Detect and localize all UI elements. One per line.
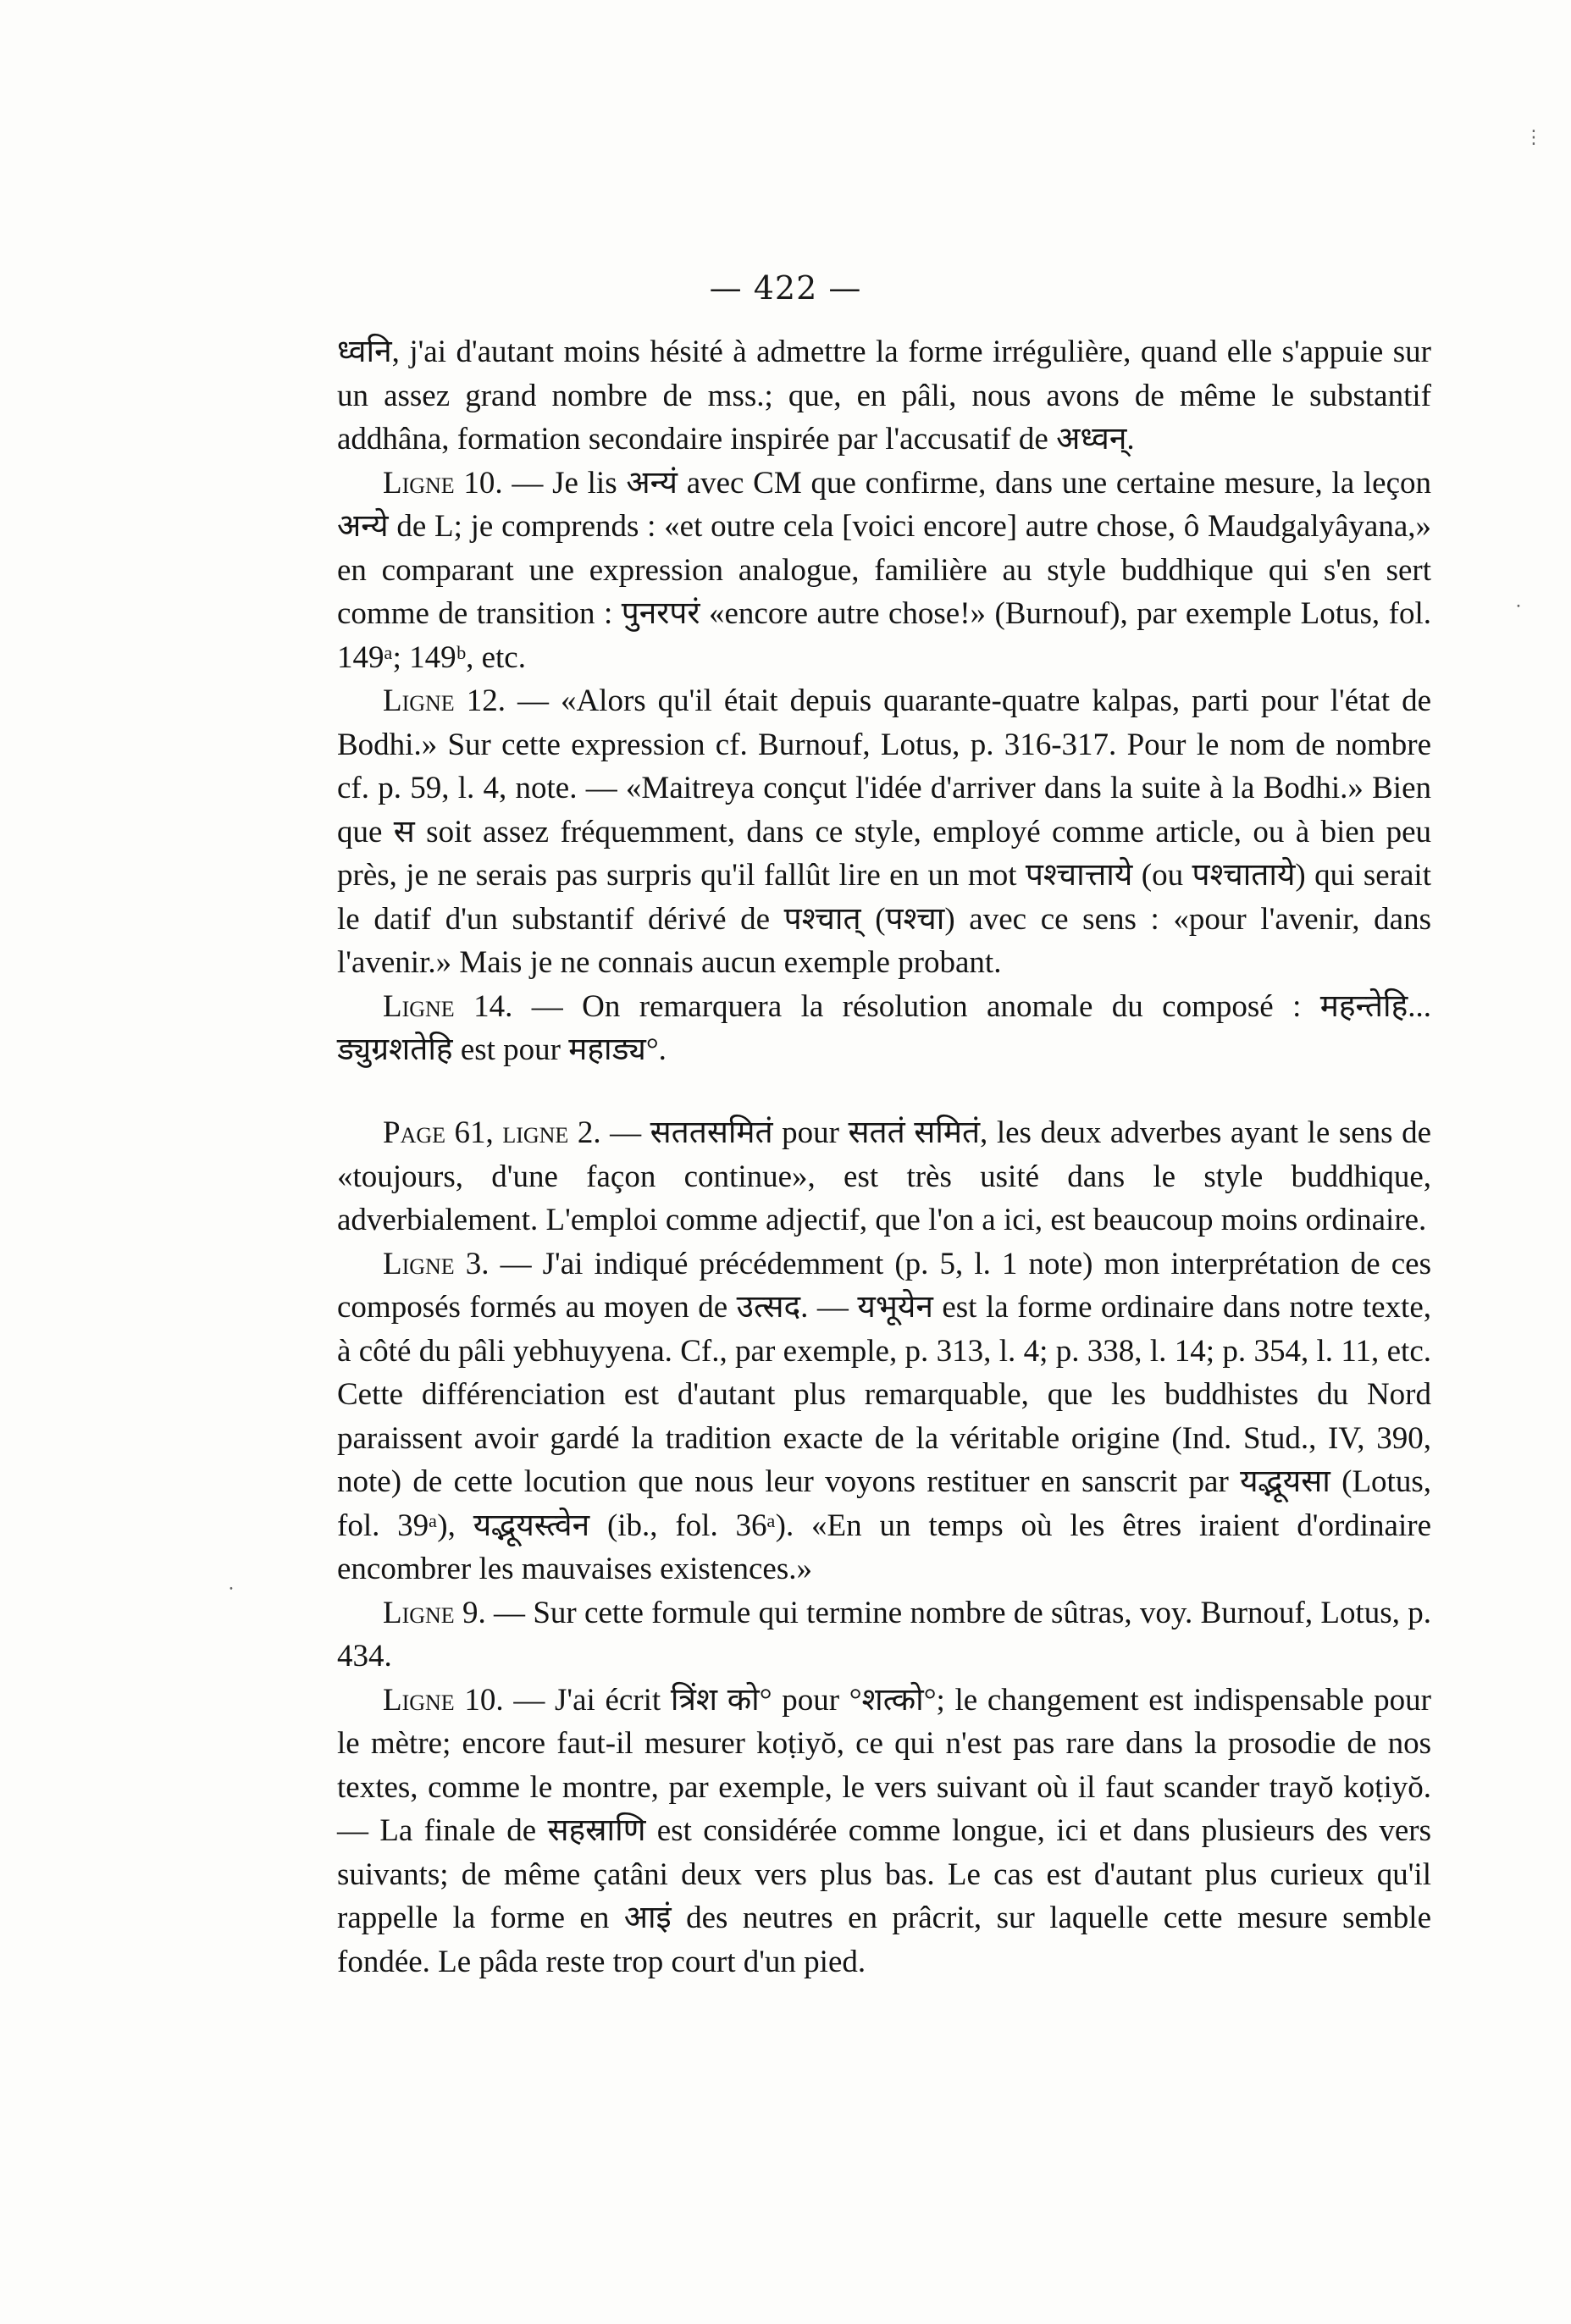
paragraph-text: — Sur cette formule qui termine nombre de sûtras, voy. Burnouf, Lotus, p. 434. bbox=[337, 1595, 1431, 1674]
paragraph-label: Ligne 10. bbox=[383, 465, 503, 501]
paragraph-ligne-14 bbox=[337, 985, 1431, 1072]
scan-speck: ⋮ bbox=[1524, 127, 1543, 148]
paragraph-text: — On remarquera la résolution anomale du composé : महन्तेहि... ड्युग्रशतेहि est pour महाड्य°. bbox=[337, 988, 1431, 1067]
paragraph-label: Ligne 9. bbox=[383, 1595, 486, 1630]
paragraph-ligne-10-b bbox=[337, 1679, 1431, 1984]
paragraph-text: — Je lis अन्यं avec CM que confirme, dans une certaine mesure, la leçon अन्ये de L; je comprends : «et outre cela [voici encore] autre chose, ô Maudgalyâyana,» en comparant une expression analogue, familière au style buddhique qui s'en sert comme de transition : पुनरपरं «encore autre chose!» (Burnouf), par exemple Lotus, fol. 149ᵃ; 149ᵇ, etc. bbox=[337, 465, 1431, 675]
paragraph-continuation bbox=[337, 330, 1431, 462]
paragraph-ligne-9 bbox=[337, 1591, 1431, 1679]
paragraph-ligne-10 bbox=[337, 462, 1431, 680]
paragraph-ligne-3 bbox=[337, 1242, 1431, 1591]
paragraph-page-61-ligne-2 bbox=[337, 1111, 1431, 1242]
notes-section-page-61 bbox=[337, 1111, 1431, 1984]
paragraph-text: — सततसमितं pour सततं समितं, les deux adverbes ayant le sens de «toujours, d'une façon continue», est très usité dans le style buddhique, adverbialement. L'emploi comme adjectif, que l'on a ici, est beaucoup moins ordinaire. bbox=[337, 1115, 1431, 1237]
paragraph-label: Ligne 14. bbox=[383, 988, 513, 1024]
page-number: — 422 — bbox=[709, 269, 862, 307]
paragraph-label: Ligne 12. bbox=[383, 683, 506, 718]
paragraph-text: — «Alors qu'il était depuis quarante-quatre kalpas, parti pour l'état de Bodhi.» Sur cette expression cf. Burnouf, Lotus, p. 316-317. Pour le nom de nombre cf. p. 59, l. 4, note. — «Maitreya conçut l'idée d'arriver dans la suite à la Bodhi.» Bien que स soit assez fréquemment, dans ce style, employé comme article, ou à bien peu près, je ne serais pas surpris qu'il fallût lire en un mot पश्चात्ताये (ou पश्चाताये) qui serait le datif d'un substantif dérivé de पश्चात् (पश्चा) avec ce sens : «pour l'avenir, dans l'avenir.» Mais je ne connais aucun exemple probant. bbox=[337, 683, 1431, 980]
paragraph-ligne-12 bbox=[337, 679, 1431, 985]
paragraph-label: Ligne 10. bbox=[383, 1682, 504, 1718]
paragraph-text: ध्वनि, j'ai d'autant moins hésité à admettre la forme irrégulière, quand elle s'appuie sur un assez grand nombre de mss.; que, en pâli, nous avons de même le substantif addhâna, formation secondaire inspirée par l'accusatif de अध्वन्. bbox=[337, 335, 1431, 456]
paragraph-label: Ligne 3. bbox=[383, 1246, 490, 1281]
scan-speck: ⸱ bbox=[229, 1579, 234, 1600]
paragraph-label: Page 61, ligne 2. bbox=[383, 1115, 601, 1150]
scan-speck: ⸱ bbox=[1516, 596, 1521, 617]
notes-section-top bbox=[337, 330, 1431, 1072]
paragraph-text: — J'ai écrit त्रिंश को° pour °शत्को°; le changement est indispensable pour le mètre; encore faut-il mesurer koṭiyŏ, ce qui n'est pas rare dans la prosodie de nos textes, comme le montre, par exemple, le vers suivant où il faut scander trayŏ koṭiyŏ. — La finale de सहस्राणि est considérée comme longue, ici et dans plusieurs des vers suivants; de même çatâni deux vers plus bas. Le cas est d'autant plus curieux qu'il rappelle la forme en आइं des neutres en prâcrit, sur laquelle cette mesure semble fondée. Le pâda reste trop court d'un pied. bbox=[337, 1682, 1431, 1979]
paragraph-text: — J'ai indiqué précédemment (p. 5, l. 1 note) mon interprétation de ces composés formés au moyen de उत्सद. — यभूयेन est la forme ordinaire dans notre texte, à côté du pâli yebhuyyena. Cf., par exemple, p. 313, l. 4; p. 338, l. 14; p. 354, l. 11, etc. Cette différenciation est d'autant plus remarquable, que les buddhistes du Nord paraissent avoir gardé la tradition exacte de la véritable origine (Ind. Stud., IV, 390, note) de cette locution que nous leur voyons restituer en sanscrit par यद्भूयसा (Lotus, fol. 39ᵃ), यद्भूयस्त्वेन (ib., fol. 36ᵃ). «En un temps où les êtres iraient d'ordinaire encombrer les mauvaises existences.» bbox=[337, 1246, 1431, 1586]
